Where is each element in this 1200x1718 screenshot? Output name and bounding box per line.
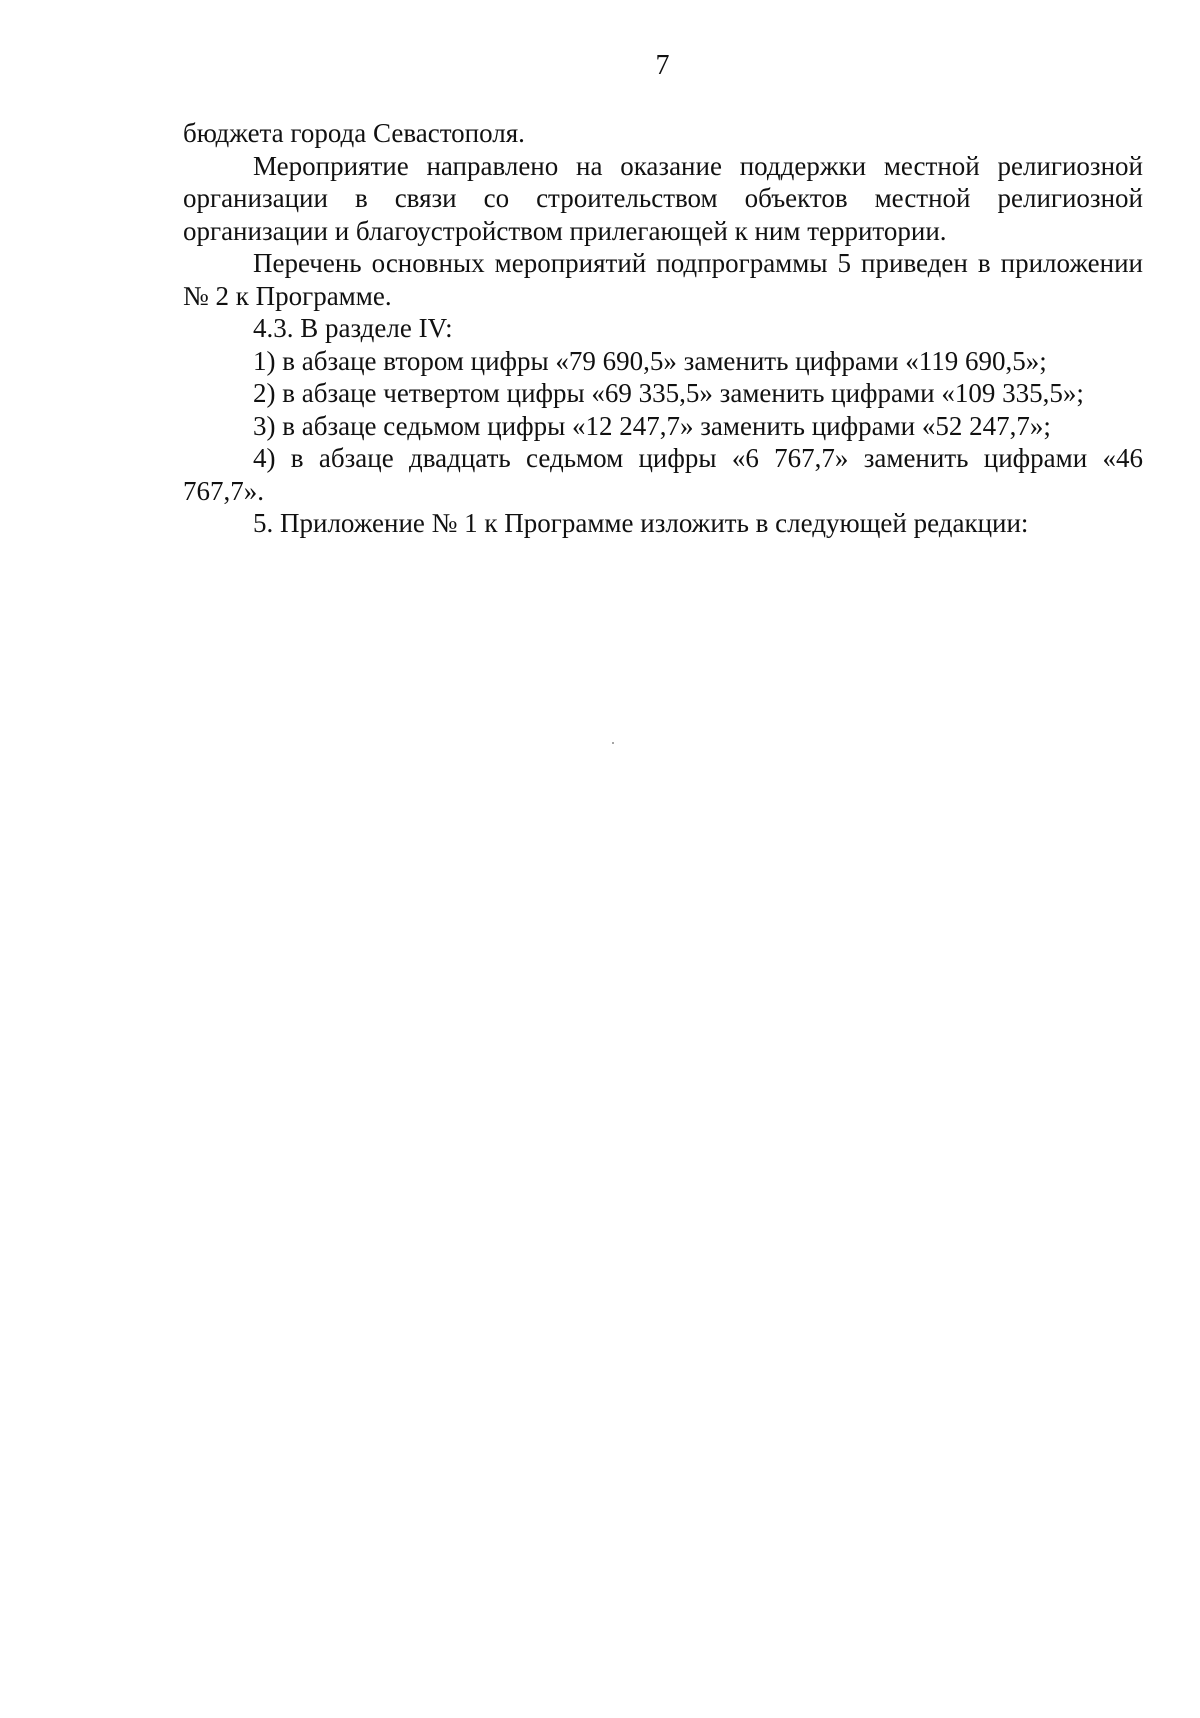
paragraph-section-heading: 4.3. В разделе IV: xyxy=(253,313,453,343)
paragraph-continuation: бюджета города Севастополя. xyxy=(183,118,525,148)
scan-speck xyxy=(612,742,614,744)
paragraph-event-description: Мероприятие направлено на оказание поддержки местной религиозной организации в связи со строительством объектов местной религиозной организации и благоустройством прилегающей к ним территории. xyxy=(183,150,1143,246)
document-body xyxy=(183,117,1143,540)
paragraph-amendment-2: 2) в абзаце четвертом цифры «69 335,5» заменить цифрами «109 335,5»; xyxy=(253,378,1084,408)
paragraph-amendment-4: 4) в абзаце двадцать седьмом цифры «6 767,7» заменить цифрами «46 767,7». xyxy=(183,443,1143,506)
paragraph-appendix-instruction: 5. Приложение № 1 к Программе изложить в следующей редакции: xyxy=(253,508,1029,538)
paragraph-amendment-1: 1) в абзаце втором цифры «79 690,5» заменить цифрами «119 690,5»; xyxy=(253,345,1047,376)
paragraph-events-list-reference: Перечень основных мероприятий подпрограммы 5 приведен в приложении № 2 к Программе. xyxy=(183,248,1143,311)
page-number: 7 xyxy=(655,50,670,81)
paragraph-amendment-3: 3) в абзаце седьмом цифры «12 247,7» заменить цифрами «52 247,7»; xyxy=(253,410,1051,441)
